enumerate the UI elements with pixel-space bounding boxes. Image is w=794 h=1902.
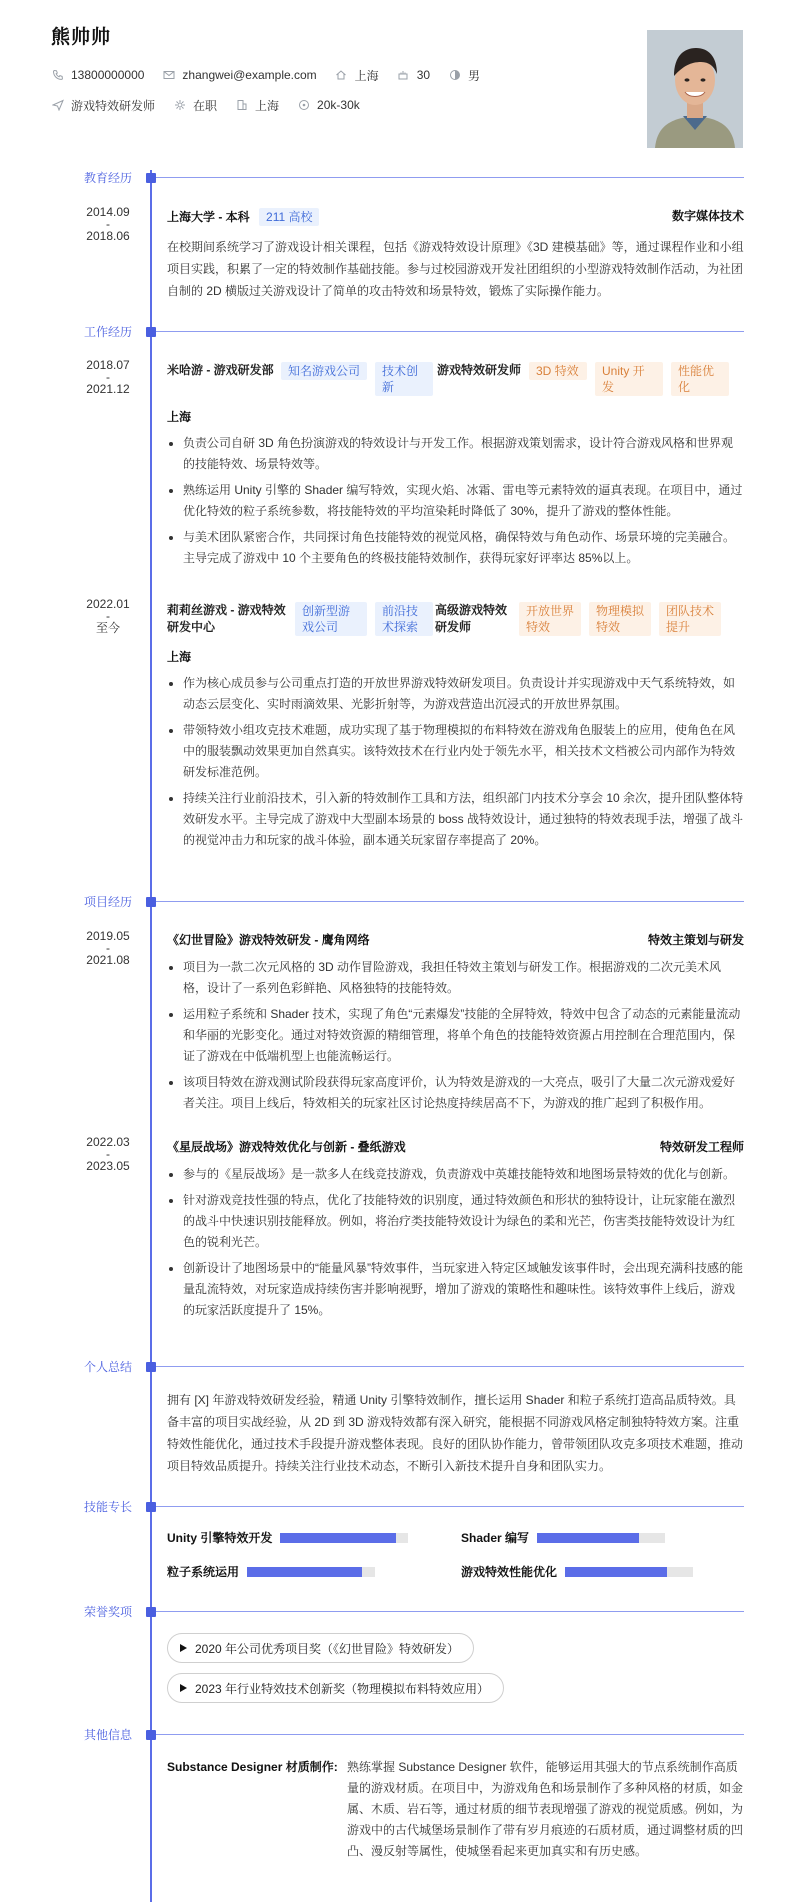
date-range: 2014.09 - 2018.06 bbox=[86, 205, 130, 243]
phone-number[interactable]: 13800000000 bbox=[71, 68, 145, 82]
section-work bbox=[0, 324, 794, 344]
school-tag: 211 高校 bbox=[259, 208, 319, 226]
skill-item bbox=[461, 1529, 665, 1546]
skill-item bbox=[461, 1563, 693, 1580]
section-projects bbox=[0, 894, 794, 914]
gender-icon bbox=[448, 69, 461, 82]
work-entry bbox=[167, 362, 744, 574]
company-tag: 技术创新 bbox=[375, 362, 433, 396]
company-tag: 前沿技术探索 bbox=[375, 602, 433, 636]
section-awards bbox=[0, 1604, 794, 1624]
section-divider bbox=[156, 177, 744, 178]
section-divider bbox=[156, 331, 744, 332]
project-entry bbox=[167, 1139, 744, 1326]
list-item: 参与的《星辰战场》是一款多人在线竞技游戏，负责游戏中英雄技能特效和地图场景特效的优化与创新。 bbox=[167, 1164, 744, 1185]
section-education bbox=[0, 170, 794, 190]
job-intent-row bbox=[51, 95, 751, 115]
work-city: 上海 bbox=[255, 98, 280, 113]
skill-level-bar bbox=[565, 1567, 693, 1577]
list-item: 该项目特效在游戏测试阶段获得玩家高度评价，认为特效是游戏的一大亮点，吸引了大量二次元游戏爱好者关注。项目上线后，特效相关的玩家社区讨论热度持续居高不下，为游戏的推广起到了积极作用。 bbox=[167, 1072, 744, 1114]
section-title: 荣誉奖项 bbox=[84, 1605, 133, 1619]
section-title: 技能专长 bbox=[84, 1500, 133, 1514]
candidate-name: 熊帅帅 bbox=[51, 27, 112, 48]
section-title: 其他信息 bbox=[84, 1728, 133, 1742]
skill-name: Unity 引擎特效开发 bbox=[167, 1531, 273, 1545]
education-entry bbox=[167, 208, 744, 302]
company-name: 莉莉丝游戏 - 游戏特效研发中心 bbox=[167, 603, 286, 634]
skill-level-bar bbox=[247, 1567, 375, 1577]
skill-tag: 开放世界特效 bbox=[519, 602, 581, 636]
section-marker bbox=[146, 1607, 156, 1617]
date-range: 2022.03 - 2023.05 bbox=[86, 1135, 130, 1173]
skill-level-bar bbox=[280, 1533, 408, 1543]
skill-tag: Unity 开发 bbox=[595, 362, 663, 396]
section-title: 个人总结 bbox=[84, 1360, 133, 1374]
phone-icon bbox=[51, 69, 64, 82]
section-title: 教育经历 bbox=[84, 171, 133, 185]
resume-header bbox=[51, 22, 751, 125]
list-item: 作为核心成员参与公司重点打造的开放世界游戏特效研发项目。负责设计并实现游戏中天气系统特效，如动态云层变化、实时雨滴效果、光影折射等，为游戏营造出沉浸式的开放世界氛围。 bbox=[167, 673, 744, 715]
home-city: 上海 bbox=[354, 68, 379, 83]
email-address[interactable]: zhangwei@example.com bbox=[182, 68, 317, 82]
work-city: 上海 bbox=[167, 410, 192, 424]
section-divider bbox=[156, 1611, 744, 1612]
section-divider bbox=[156, 901, 744, 902]
section-marker bbox=[146, 897, 156, 907]
summary-text: 拥有 [X] 年游戏特效研发经验，精通 Unity 引擎特效制作，擅长运用 Shader 和粒子系统打造高品质特效。具备丰富的项目实战经验，从 2D 到 3D 游戏特效都有深入研究，能根据不同游戏风格定制独特特效方案。注重特效性能优化，通过技术手段提升游戏整体表现。良好的团队协作能力，曾带领团队攻克多项技术难题，推动项目特效品质提升。持续关注行业技术动态，不断引入新技术提升自身和团队实力。 bbox=[167, 1393, 744, 1473]
list-item: 运用粒子系统和 Shader 技术，实现了角色“元素爆发”技能的全屏特效，特效中包含了动态的元素能量流动和华丽的光影变化。通过对特效资源的精细管理，将单个角色的技能特效资源占用控制在合理范围内，保证了游戏在中低端机型上也能流畅运行。 bbox=[167, 1004, 744, 1067]
skill-level-fill bbox=[537, 1533, 639, 1543]
company-tag: 知名游戏公司 bbox=[281, 362, 367, 380]
project-role: 特效主策划与研发 bbox=[647, 933, 744, 947]
section-title: 项目经历 bbox=[84, 895, 133, 909]
list-item: 创新设计了地图场景中的“能量风暴”特效事件，当玩家进入特定区域触发该事件时，会出现充满科技感的能量乱流特效，对玩家造成持续伤害并影响视野，增加了游戏的策略性和趣味性。该特效事件上线后，游戏的玩家活跃度提升了 15%。 bbox=[167, 1258, 744, 1321]
contact-row bbox=[51, 65, 751, 85]
other-text: 熟练掌握 Substance Designer 软件，能够运用其强大的节点系统制作高质量的游戏材质。在项目中，为游戏角色和场景制作了多种风格的材质，如金属、木质、岩石等，通过材质的细节表现增强了游戏的视觉质感。例如，为游戏中的古代城堡场景制作了带有岁月痕迹的石质材质，通过调整材质的凹凸、漫反射等属性，使城堡看起来更加真实和有历史感。 bbox=[347, 1760, 744, 1858]
project-name: 《星辰战场》游戏特效优化与创新 - 叠纸游戏 bbox=[167, 1140, 406, 1154]
date-range: 2018.07 - 2021.12 bbox=[86, 358, 130, 396]
section-divider bbox=[156, 1734, 744, 1735]
send-icon bbox=[51, 99, 64, 112]
major: 数字媒体技术 bbox=[671, 209, 744, 223]
salary-range: 20k-30k bbox=[317, 98, 360, 112]
skill-tag: 性能优化 bbox=[671, 362, 729, 396]
skill-tag: 物理模拟特效 bbox=[589, 602, 651, 636]
skill-level-fill bbox=[280, 1533, 395, 1543]
timeline-axis bbox=[150, 170, 152, 1902]
job-target: 游戏特效研发师 bbox=[71, 98, 156, 113]
skill-name: Shader 编写 bbox=[461, 1531, 530, 1545]
school-name: 上海大学 - 本科 bbox=[167, 210, 250, 224]
salary-icon bbox=[297, 99, 310, 112]
caret-right-icon bbox=[180, 1644, 187, 1652]
skill-name: 粒子系统运用 bbox=[167, 1565, 240, 1579]
section-skills bbox=[0, 1499, 794, 1519]
skill-tag: 团队技术提升 bbox=[659, 602, 721, 636]
list-item: 带领特效小组攻克技术难题，成功实现了基于物理模拟的布料特效在游戏角色服装上的应用，使角色在风中的服装飘动效果更加自然真实。该特效技术在行业内处于领先水平，相关技术文档被公司内部作为特效研发标准范例。 bbox=[167, 720, 744, 783]
work-entry bbox=[167, 602, 744, 856]
company-tag: 创新型游戏公司 bbox=[295, 602, 367, 636]
section-marker bbox=[146, 173, 156, 183]
age-value: 30 bbox=[416, 68, 431, 82]
date-range: 2022.01 - 至今 bbox=[86, 597, 130, 635]
gender-value: 男 bbox=[468, 68, 481, 83]
section-divider bbox=[156, 1366, 744, 1367]
project-entry bbox=[167, 932, 744, 1119]
job-title: 高级游戏特效研发师 bbox=[435, 603, 508, 634]
skill-tag: 3D 特效 bbox=[529, 362, 587, 380]
skill-level-bar bbox=[537, 1533, 665, 1543]
other-entry bbox=[167, 1757, 744, 1862]
skill-level-fill bbox=[565, 1567, 667, 1577]
section-marker bbox=[146, 1362, 156, 1372]
section-marker bbox=[146, 327, 156, 337]
section-other bbox=[0, 1727, 794, 1747]
work-city: 上海 bbox=[167, 650, 192, 664]
education-description: 在校期间系统学习了游戏设计相关课程，包括《游戏特效设计原理》《3D 建模基础》等，通过课程作业和小组项目实践，积累了一定的特效制作基础技能。参与过校园游戏开发社团组织的小型游戏特效制作活动，为社团自制的 2D 横版过关游戏设计了简单的攻击特效和场景特效，锻炼了实际操作能力。 bbox=[167, 240, 744, 298]
job-status: 在职 bbox=[193, 98, 218, 113]
section-marker bbox=[146, 1730, 156, 1740]
age-icon bbox=[397, 69, 410, 82]
skill-name: 游戏特效性能优化 bbox=[461, 1565, 558, 1579]
section-marker bbox=[146, 1502, 156, 1512]
company-name: 米哈游 - 游戏研发部 bbox=[167, 363, 274, 377]
list-item: 持续关注行业前沿技术，引入新的特效制作工具和方法，组织部门内技术分享会 10 余次，提升团队整体特效研发水平。主导完成了游戏中大型副本场景的 boss 战特效设计，通过独特的特效表现手法，增强了战斗的视觉冲击力和玩家的战斗体验，副本通关玩家留存率提高了 20%。 bbox=[167, 788, 744, 851]
status-icon bbox=[173, 99, 186, 112]
section-divider bbox=[156, 1506, 744, 1507]
list-item: 熟练运用 Unity 引擎的 Shader 编写特效，实现火焰、冰霜、雷电等元素特效的逼真表现。在项目中，通过优化特效的粒子系统参数，将技能特效的平均渲染耗时降低了 30%，提升了游戏的整体性能。 bbox=[167, 480, 744, 522]
location-icon bbox=[335, 69, 348, 82]
mail-icon bbox=[162, 69, 175, 82]
list-item: 针对游戏竞技性强的特点，优化了技能特效的识别度，通过特效颜色和形状的独特设计，让玩家能在激烈的战斗中快速识别技能释放。例如，将治疗类技能特效设计为绿色的柔和光芒，伤害类技能特效设计为红色的锐利光芒。 bbox=[167, 1190, 744, 1253]
award-text: 2020 年公司优秀项目奖（《幻世冒险》特效研发） bbox=[195, 1641, 460, 1656]
date-range: 2019.05 - 2021.08 bbox=[86, 929, 130, 967]
award-item[interactable] bbox=[167, 1633, 474, 1663]
list-item: 与美术团队紧密合作，共同探讨角色技能特效的视觉风格，确保特效与角色动作、场景环境的完美融合。主导完成了游戏中 10 个主要角色的终极技能特效制作，获得玩家好评率达 85%以上。 bbox=[167, 527, 744, 569]
other-label: Substance Designer 材质制作: bbox=[167, 1760, 338, 1774]
project-role: 特效研发工程师 bbox=[659, 1140, 744, 1154]
avatar bbox=[647, 30, 743, 148]
skill-item bbox=[167, 1563, 375, 1580]
list-item: 项目为一款二次元风格的 3D 动作冒险游戏，我担任特效主策划与研发工作。根据游戏的二次元美术风格，设计了一系列色彩鲜艳、风格独特的技能特效。 bbox=[167, 957, 744, 999]
section-title: 工作经历 bbox=[84, 325, 133, 339]
job-title: 游戏特效研发师 bbox=[437, 363, 522, 377]
building-icon bbox=[235, 99, 248, 112]
section-summary bbox=[0, 1359, 794, 1379]
list-item: 负责公司自研 3D 角色扮演游戏的特效设计与开发工作。根据游戏策划需求，设计符合游戏风格和世界观的技能特效、场景特效等。 bbox=[167, 433, 744, 475]
skill-level-fill bbox=[247, 1567, 362, 1577]
award-item[interactable] bbox=[167, 1673, 504, 1703]
project-name: 《幻世冒险》游戏特效研发 - 鹰角网络 bbox=[167, 933, 370, 947]
caret-right-icon bbox=[180, 1684, 187, 1692]
skill-item bbox=[167, 1529, 408, 1546]
award-text: 2023 年行业特效技术创新奖（物理模拟布料特效应用） bbox=[195, 1681, 490, 1696]
